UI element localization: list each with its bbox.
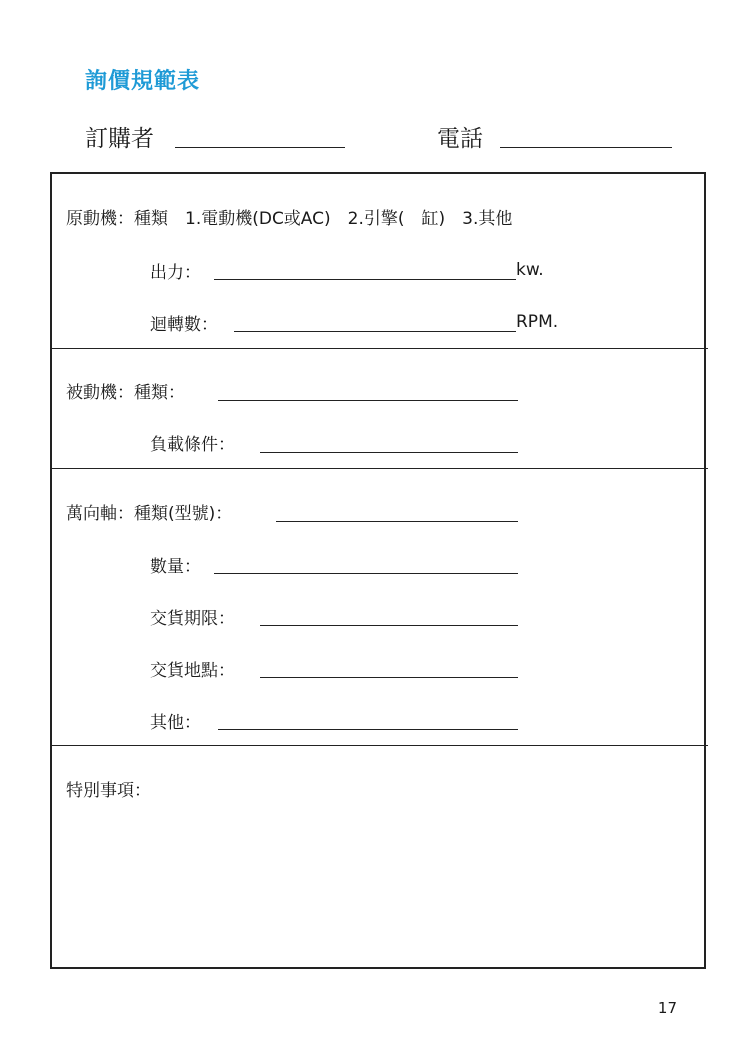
joint-type-field[interactable] <box>276 521 518 522</box>
output-field[interactable] <box>214 279 516 280</box>
other-field[interactable] <box>218 729 518 730</box>
joint-type-label: 萬向軸：種類(型號)： <box>66 504 233 524</box>
page-number: 17 <box>657 999 677 1017</box>
deadline-field[interactable] <box>260 625 518 626</box>
quantity-label: 數量： <box>150 557 201 577</box>
deadline-label: 交貨期限： <box>150 609 235 629</box>
load-field[interactable] <box>260 452 518 453</box>
phone-label: 電話 <box>437 126 483 152</box>
rpm-label: 迴轉數： <box>150 315 218 335</box>
buyer-field[interactable] <box>175 147 345 148</box>
output-label: 出力： <box>150 263 201 283</box>
section-divider <box>50 745 708 746</box>
driven-type-field[interactable] <box>218 400 518 401</box>
notes-area[interactable] <box>60 805 696 960</box>
prime-mover-type-line: 原動機：種類 1.電動機(DC或AC) 2.引擎( 缸) 3.其他 <box>66 209 513 229</box>
quantity-field[interactable] <box>214 573 518 574</box>
location-field[interactable] <box>260 677 518 678</box>
load-label: 負載條件： <box>150 435 235 455</box>
buyer-label: 訂購者 <box>85 126 154 152</box>
section-divider <box>50 468 708 469</box>
phone-field[interactable] <box>500 147 672 148</box>
rpm-unit: RPM. <box>516 312 559 332</box>
section-divider <box>50 348 708 349</box>
form-title: 詢價規範表 <box>85 69 201 94</box>
other-label: 其他： <box>150 713 201 733</box>
driven-type-label: 被動機：種類： <box>66 383 185 403</box>
location-label: 交貨地點： <box>150 661 235 681</box>
notes-label: 特別事項： <box>66 781 151 801</box>
rpm-field[interactable] <box>234 331 516 332</box>
output-unit: kw. <box>516 260 544 280</box>
